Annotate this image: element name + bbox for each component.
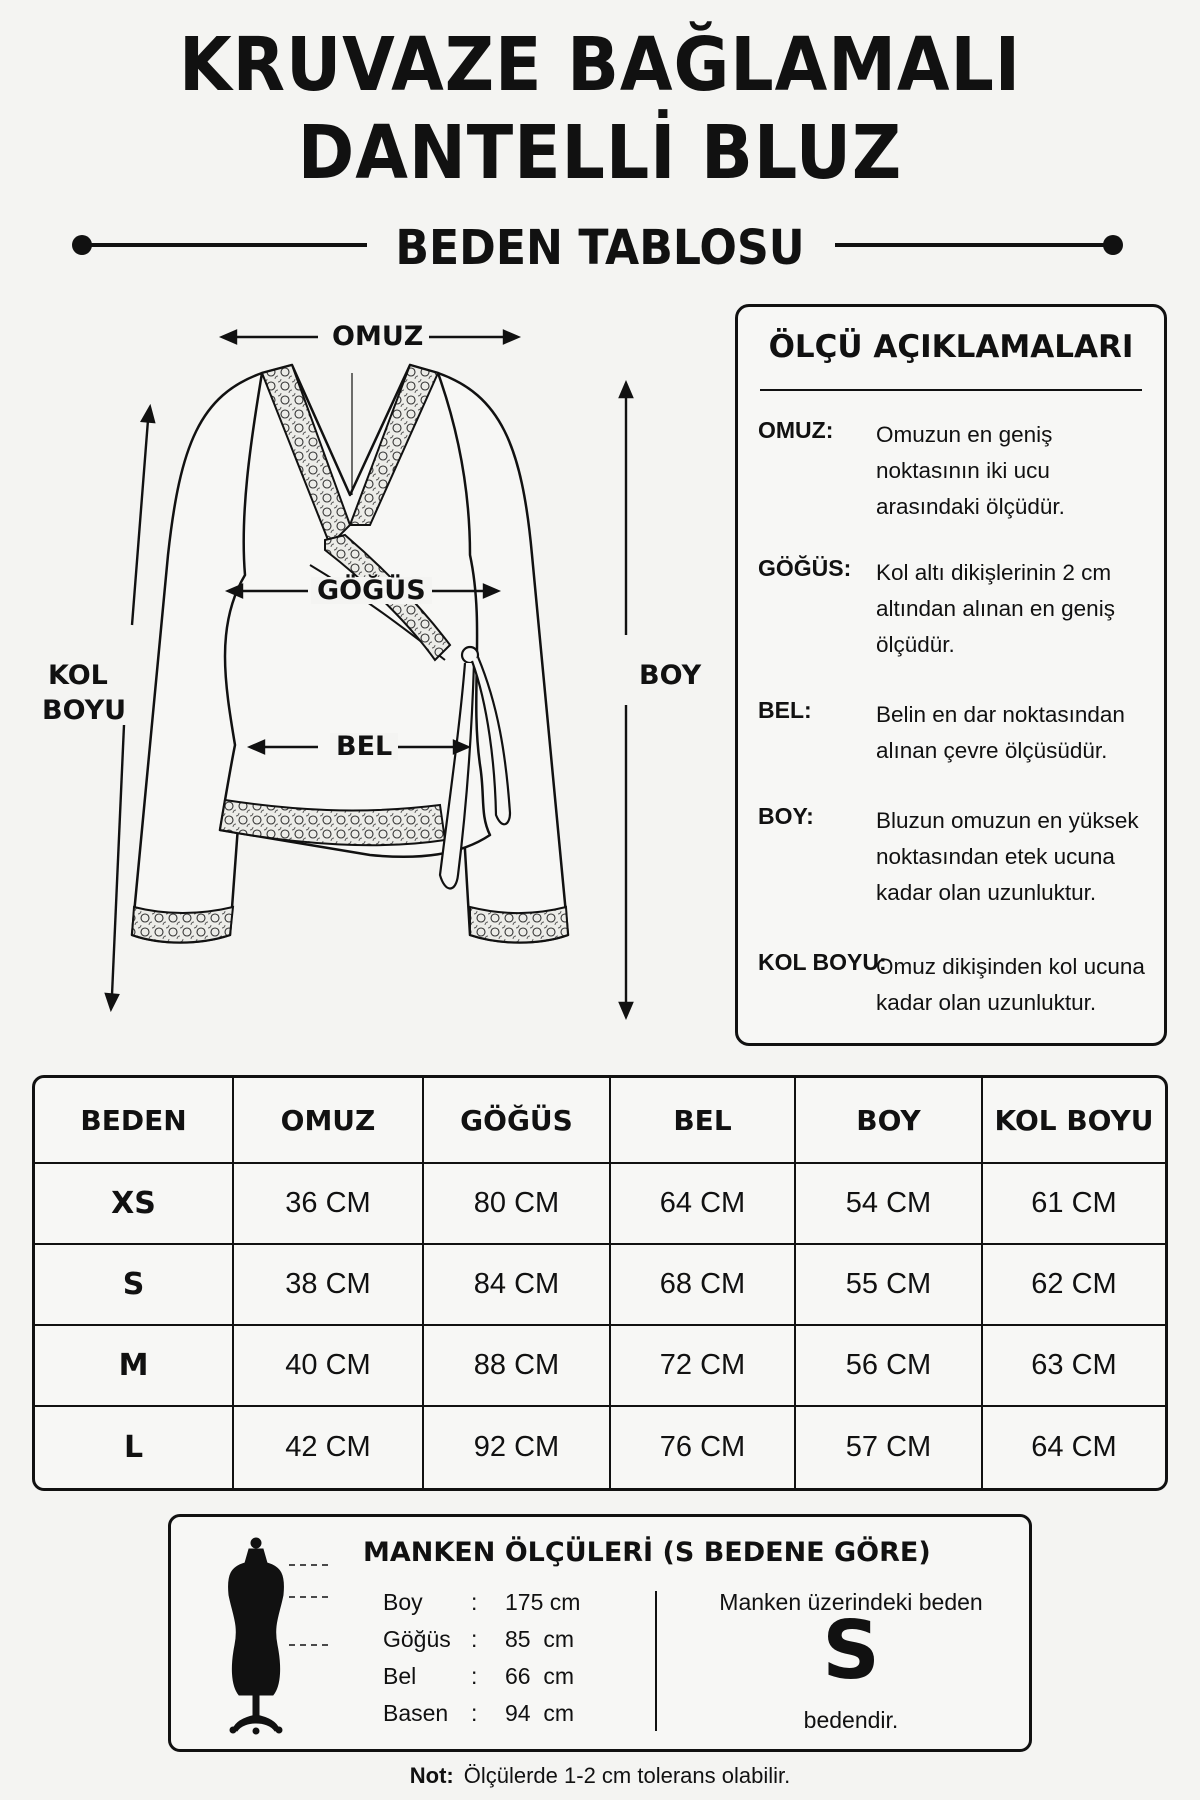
measurement-value: 94 cm [505, 1700, 575, 1726]
header-omuz: OMUZ [234, 1078, 424, 1164]
explanation-text: Belin en dar noktasından alınan çevre ölçüsüdür. [876, 702, 1125, 763]
size-cell: S [35, 1245, 234, 1326]
header-gogus: GÖĞÜS [424, 1078, 611, 1164]
table-cell: 61 CM [983, 1164, 1165, 1245]
table-cell: 40 CM [234, 1326, 424, 1407]
explanation-text: Kol altı dikişlerinin 2 cm altından alınan en geniş ölçüdür. [876, 560, 1115, 657]
page-subtitle: BEDEN TABLOSU [395, 220, 805, 276]
note-label: Not: [409, 1763, 454, 1788]
label-bel: BEL [330, 733, 398, 760]
measurement-key: Göğüs [383, 1626, 451, 1652]
measurement-separator: : [471, 1626, 478, 1652]
measurement-key: Bel [383, 1663, 417, 1689]
table-row [35, 1407, 1165, 1488]
explanation-key: GÖĞÜS: [758, 555, 852, 581]
table-header-row [35, 1078, 1165, 1164]
model-heading: MANKEN ÖLÇÜLERİ (S BEDENE GÖRE) [363, 1537, 931, 1568]
label-omuz: OMUZ [326, 323, 429, 350]
measurement-key: Boy [383, 1589, 423, 1615]
table-row [35, 1326, 1165, 1407]
model-wearing-size: S [822, 1604, 880, 1697]
label-gogus: GÖĞÜS [311, 577, 432, 604]
explanations-divider [760, 389, 1142, 391]
tolerance-note [0, 1763, 1200, 1789]
header-bel: BEL [611, 1078, 796, 1164]
table-cell: 62 CM [983, 1245, 1165, 1326]
mannequin-icon [211, 1535, 331, 1735]
measurement-value: 66 cm [505, 1663, 575, 1689]
explanations-heading: ÖLÇÜ AÇIKLAMALARI [768, 329, 1134, 365]
table-cell: 56 CM [796, 1326, 983, 1407]
measurement-separator: : [471, 1589, 478, 1615]
label-kol-boyu-2: BOYU [42, 695, 127, 726]
table-cell: 42 CM [234, 1407, 424, 1488]
table-cell: 57 CM [796, 1407, 983, 1488]
label-boy: BOY [633, 662, 707, 689]
model-measurements-box [168, 1514, 1032, 1752]
right-rule [835, 243, 1120, 247]
page-title-line-1: KRUVAZE BAĞLAMALI [178, 22, 1022, 108]
measurement-separator: : [471, 1663, 478, 1689]
blouse-sketch-icon [40, 295, 700, 1045]
measurement-key: Basen [383, 1700, 449, 1726]
table-cell: 92 CM [424, 1407, 611, 1488]
table-cell: 68 CM [611, 1245, 796, 1326]
table-cell: 84 CM [424, 1245, 611, 1326]
table-cell: 64 CM [1031, 1431, 1117, 1463]
header-boy: BOY [796, 1078, 983, 1164]
label-kol-boyu-1: KOL [48, 660, 108, 691]
model-divider [655, 1591, 657, 1731]
garment-diagram [40, 295, 700, 1045]
size-cell: M [35, 1326, 234, 1407]
header-kol-boyu: KOL BOYU [983, 1078, 1165, 1164]
table-cell: 36 CM [234, 1164, 424, 1245]
model-wearing-text: Manken üzerindeki beden [719, 1589, 983, 1615]
explanation-text: Omuzun en geniş noktasının iki ucu arasındaki ölçüdür. [876, 422, 1065, 519]
explanation-key: OMUZ: [758, 417, 834, 443]
table-cell: 76 CM [611, 1407, 796, 1488]
measurement-explanations [735, 304, 1167, 1046]
explanation-key: BEL: [758, 697, 812, 723]
explanation-text: Omuz dikişinden kol ucuna kadar olan uzunluktur. [876, 954, 1145, 1015]
measurement-value: 85 cm [505, 1626, 575, 1652]
note-text: Ölçülerde 1-2 cm tolerans olabilir. [463, 1763, 791, 1788]
page-title-line-2: DANTELLİ BLUZ [297, 110, 903, 196]
explanation-key: BOY: [758, 803, 814, 829]
measurement-separator: : [471, 1700, 478, 1726]
table-cell: 72 CM [611, 1326, 796, 1407]
table-cell: 64 CM [611, 1164, 796, 1245]
header-beden: BEDEN [35, 1078, 234, 1164]
table-cell: 54 CM [796, 1164, 983, 1245]
size-table [32, 1075, 1168, 1491]
table-cell: 88 CM [424, 1326, 611, 1407]
subtitle-row [0, 218, 1200, 278]
table-row [35, 1245, 1165, 1326]
model-wearing-suffix: bedendir. [803, 1707, 899, 1733]
explanation-text: Bluzun omuzun en yüksek noktasından etek ucuna kadar olan uzunluktur. [876, 808, 1139, 905]
measurement-value: 175 cm [505, 1589, 581, 1615]
table-cell: 63 CM [983, 1326, 1165, 1407]
explanation-key: KOL BOYU: [758, 949, 887, 975]
table-cell: 55 CM [796, 1245, 983, 1326]
size-cell: XS [35, 1164, 234, 1245]
right-dot-icon [1103, 235, 1123, 255]
table-cell: 80 CM [424, 1164, 611, 1245]
table-row [35, 1164, 1165, 1245]
size-cell: L [35, 1407, 234, 1488]
table-cell: 38 CM [234, 1245, 424, 1326]
left-rule [82, 243, 367, 247]
